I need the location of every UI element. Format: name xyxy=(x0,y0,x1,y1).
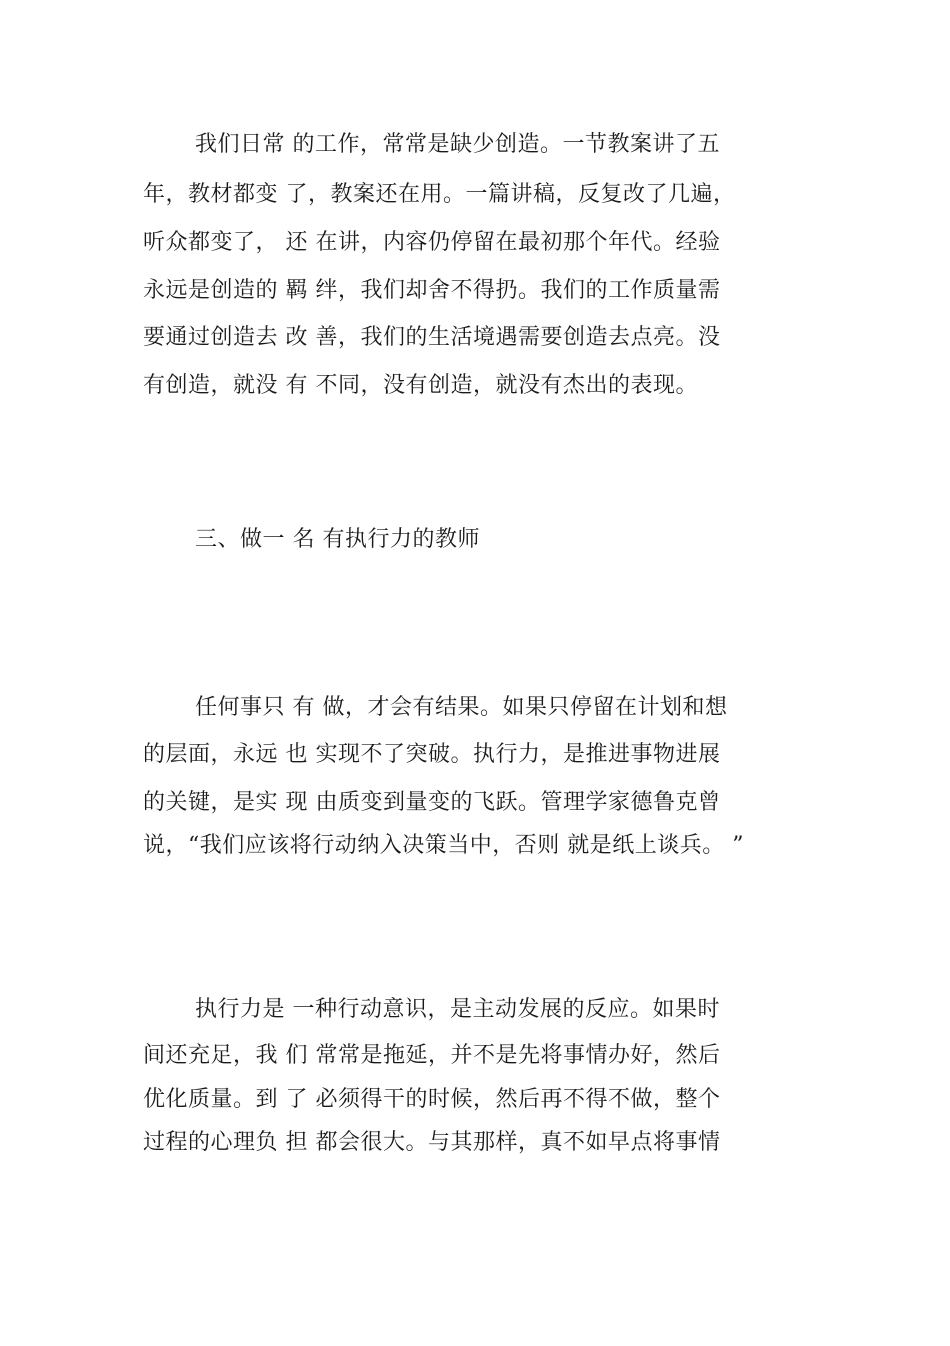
paragraph-line: 要通过创造去 改 善，我们的生活境遇需要创造去点亮。没 xyxy=(143,325,721,350)
paragraph-line: 说，“我们应该将行动纳入决策当中，否则 就是纸上谈兵。 ” xyxy=(143,833,744,858)
paragraph-line: 我们日常 的工作，常常是缺少创造。一节教案讲了五 xyxy=(195,132,720,157)
paragraph-line: 任何事只 有 做，才会有结果。如果只停留在计划和想 xyxy=(195,695,728,720)
paragraph-line: 优化质量。到 了 必须得干的时候，然后再不得不做，整个 xyxy=(143,1087,721,1112)
paragraph-line: 过程的心理负 担 都会很大。与其那样，真不如早点将事情 xyxy=(143,1130,721,1155)
paragraph-line: 有创造，就没 有 不同，没有创造，就没有杰出的表现。 xyxy=(143,373,698,398)
paragraph-line: 永远是创造的 羁 绊，我们却舍不得扔。我们的工作质量需 xyxy=(143,278,721,303)
paragraph-line: 的关键，是实 现 由质变到量变的飞跃。管理学家德鲁克曾 xyxy=(143,790,721,815)
section-heading: 三、做一 名 有执行力的教师 xyxy=(195,527,480,552)
paragraph-line: 执行力是 一种行动意识，是主动发展的反应。如果时 xyxy=(195,997,720,1022)
paragraph-line: 间还充足，我 们 常常是拖延，并不是先将事情办好，然后 xyxy=(143,1043,721,1068)
paragraph-line: 的层面，永远 也 实现不了突破。执行力，是推进事物进展 xyxy=(143,742,721,767)
paragraph-line: 年，教材都变 了，教案还在用。一篇讲稿，反复改了几遍， xyxy=(143,182,736,207)
paragraph-line: 听众都变了， 还 在讲，内容仍停留在最初那个年代。经验 xyxy=(143,230,721,255)
